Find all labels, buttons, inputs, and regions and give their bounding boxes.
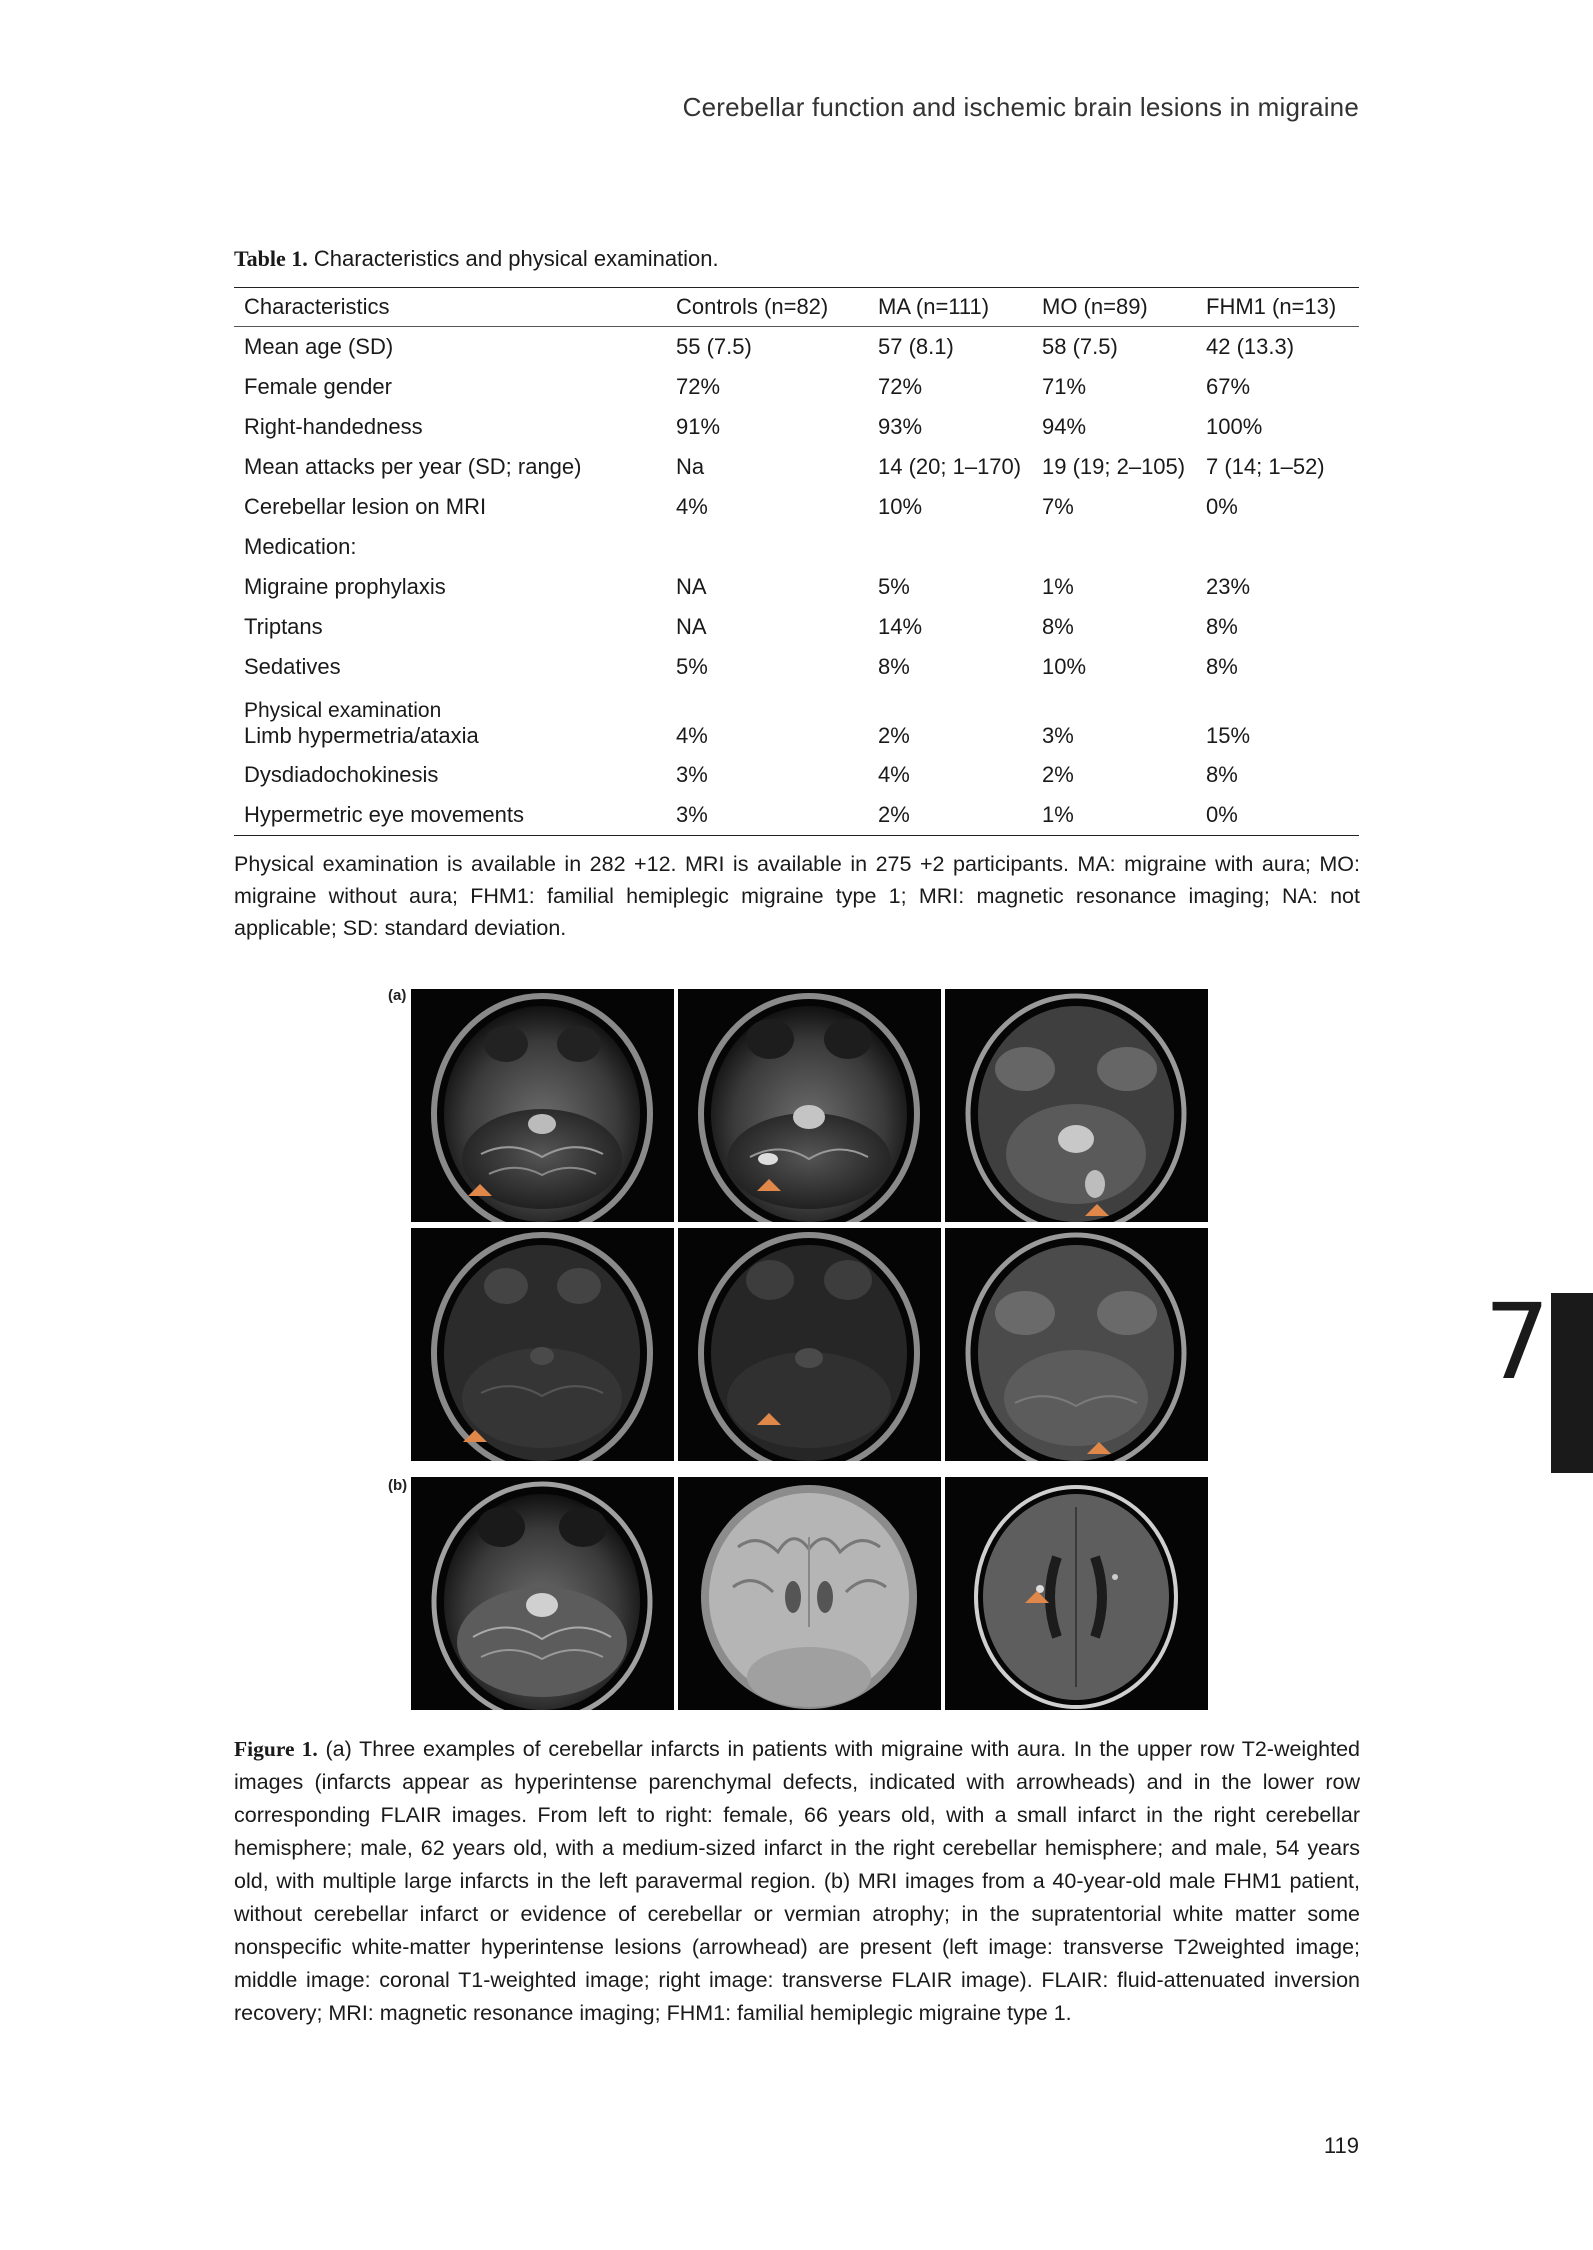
table-row	[234, 487, 1359, 527]
table-cell: 4%	[878, 762, 910, 787]
table-cell: 15%	[1206, 723, 1251, 748]
table-cell: Mean attacks per year (SD; range)	[244, 454, 582, 479]
table-cell: 14%	[878, 614, 923, 639]
table-cell: Sedatives	[244, 654, 341, 679]
table-cell: 8%	[1206, 762, 1238, 787]
table-cell: NA	[676, 614, 707, 639]
mri-image-b-flair	[945, 1477, 1208, 1710]
table-cell	[666, 527, 868, 567]
mri-image-a-flair-2	[678, 1228, 941, 1461]
table-cell: 10%	[1042, 654, 1087, 679]
table-cell: 42 (13.3)	[1206, 334, 1295, 359]
table-cell: 10%	[878, 494, 923, 519]
table-cell	[1032, 527, 1196, 567]
table-cell: 5%	[878, 574, 910, 599]
table-cell-text: Limb hypermetria/ataxia	[244, 723, 479, 748]
table-cell: 8%	[1042, 614, 1074, 639]
table-row	[234, 367, 1359, 407]
table-cell: 2%	[1042, 762, 1074, 787]
table-cell: 94%	[1042, 414, 1087, 439]
mri-image-a-t2-1	[411, 989, 674, 1222]
table-cell: 0%	[1206, 494, 1238, 519]
table-header-row	[234, 288, 1359, 327]
table-row	[234, 687, 1359, 755]
table-row	[234, 647, 1359, 687]
table-cell: Triptans	[244, 614, 323, 639]
table-row	[234, 795, 1359, 836]
mri-figure	[386, 985, 1206, 1713]
table-cell: 3%	[676, 762, 708, 787]
mri-image-b-t2	[411, 1477, 674, 1710]
panel-b-label: (b)	[388, 1477, 408, 1494]
table-cell: 93%	[878, 414, 923, 439]
table-row	[234, 755, 1359, 795]
mri-image-a-flair-3	[945, 1228, 1208, 1461]
page-number: 119	[1323, 2133, 1359, 2158]
mri-image-a-flair-1	[411, 1228, 674, 1461]
table-cell: Dysdiadochokinesis	[244, 762, 439, 787]
chapter-number: 7	[1484, 1281, 1551, 1403]
table-cell: 23%	[1206, 574, 1251, 599]
column-header: MA (n=111)	[868, 288, 1032, 327]
table-cell: 7 (14; 1–52)	[1206, 454, 1325, 479]
panel-a-label: (a)	[388, 987, 407, 1004]
table-cell: Hypermetric eye movements	[244, 802, 524, 827]
table-cell	[1196, 527, 1359, 567]
table-cell: 72%	[676, 374, 721, 399]
table-cell: 14 (20; 1–170)	[878, 454, 1022, 479]
chapter-tab-marker	[1551, 1293, 1593, 1473]
table-cell: 7%	[1042, 494, 1074, 519]
table-cell: Right-handedness	[244, 414, 423, 439]
table-row	[234, 447, 1359, 487]
table-row	[234, 607, 1359, 647]
table-cell: 67%	[1206, 374, 1251, 399]
table-cell: 2%	[878, 802, 910, 827]
table-cell: 0%	[1206, 802, 1238, 827]
running-head: Cerebellar function and ischemic brain lesions in migraine	[682, 92, 1359, 122]
table-cell: Cerebellar lesion on MRI	[244, 494, 487, 519]
table-caption	[234, 246, 719, 272]
table-cell: 100%	[1206, 414, 1263, 439]
mri-image-b-t1-coronal	[678, 1477, 941, 1710]
figure-caption-text: (a) Three examples of cerebellar infarcts in patients with migraine with aura. In the upper row T2-weighted images (infarcts appear as hyperintense parenchymal defects, indicated with arrowheads) and in the lower row corresponding FLAIR images. From left to right: female, 66 years old, with a small infarct in the right cerebellar hemisphere; male, 62 years old, with a medium-sized infarct in the right cerebellar hemisphere; and male, 54 years old, with multiple large infarcts in the left paravermal region. (b) MRI images from a 40-year-old male FHM1 patient, without cerebellar infarct or evidence of cerebellar or vermian atrophy; in the supratentorial white matter some nonspecific white-matter hyperintense lesions (arrowhead) are present (left image: transverse T2weighted image; middle image: coronal T1-weighted image; right image: transverse FLAIR image). FLAIR: fluid-attenuated inversion recovery; MRI: magnetic resonance imaging; FHM1: familial hemiplegic migraine type 1.	[234, 1737, 1361, 2025]
table-caption-text: Characteristics and physical examination.	[307, 246, 719, 271]
table-cell: 57 (8.1)	[878, 334, 954, 359]
table-cell: 3%	[676, 802, 708, 827]
characteristics-table	[234, 287, 1359, 836]
column-header: FHM1 (n=13)	[1196, 288, 1359, 327]
table-row	[234, 567, 1359, 607]
table-cell: Mean age (SD)	[244, 334, 394, 359]
mri-image-a-t2-2	[678, 989, 941, 1222]
table-cell: 4%	[676, 494, 708, 519]
table-cell: 2%	[878, 723, 910, 748]
table-cell: 91%	[676, 414, 721, 439]
table-cell	[868, 527, 1032, 567]
table-cell: 1%	[1042, 802, 1074, 827]
table-caption-label: Table 1.	[234, 246, 308, 271]
table-cell: 55 (7.5)	[676, 334, 752, 359]
table-row	[234, 327, 1359, 368]
table-cell: 58 (7.5)	[1042, 334, 1118, 359]
table-cell: 4%	[676, 723, 708, 748]
table-cell: Medication:	[244, 534, 357, 559]
table-cell: 5%	[676, 654, 708, 679]
table-cell: Female gender	[244, 374, 392, 399]
column-header: MO (n=89)	[1032, 288, 1196, 327]
table-cell: 1%	[1042, 574, 1074, 599]
table-cell: NA	[676, 574, 707, 599]
table-cell: 71%	[1042, 374, 1087, 399]
table-cell: 8%	[1206, 654, 1238, 679]
table-cell: Migraine prophylaxis	[244, 574, 446, 599]
physical-exam-heading: Physical examination	[244, 699, 442, 722]
table-cell: Na	[676, 454, 705, 479]
table-cell: 8%	[1206, 614, 1238, 639]
table-cell: 19 (19; 2–105)	[1042, 454, 1186, 479]
figure-caption-label: Figure 1.	[234, 1737, 318, 1761]
figure-caption	[234, 1733, 1360, 2030]
table-row	[234, 527, 1359, 567]
column-header: Characteristics	[234, 288, 666, 327]
table-cell: 8%	[878, 654, 910, 679]
table-cell	[234, 687, 666, 755]
table-row	[234, 407, 1359, 447]
table-cell: 72%	[878, 374, 923, 399]
table-footnote: Physical examination is available in 282 +12. MRI is available in 275 +2 participants. MA: migraine with aura; MO: migraine without aura; FHM1: familial hemiplegic migraine type 1; MRI: magnetic resonance imaging; NA: not applicable; SD: standard deviation.	[234, 852, 1360, 940]
table-cell: 3%	[1042, 723, 1074, 748]
column-header: Controls (n=82)	[666, 288, 868, 327]
mri-image-a-t2-3	[945, 989, 1208, 1222]
